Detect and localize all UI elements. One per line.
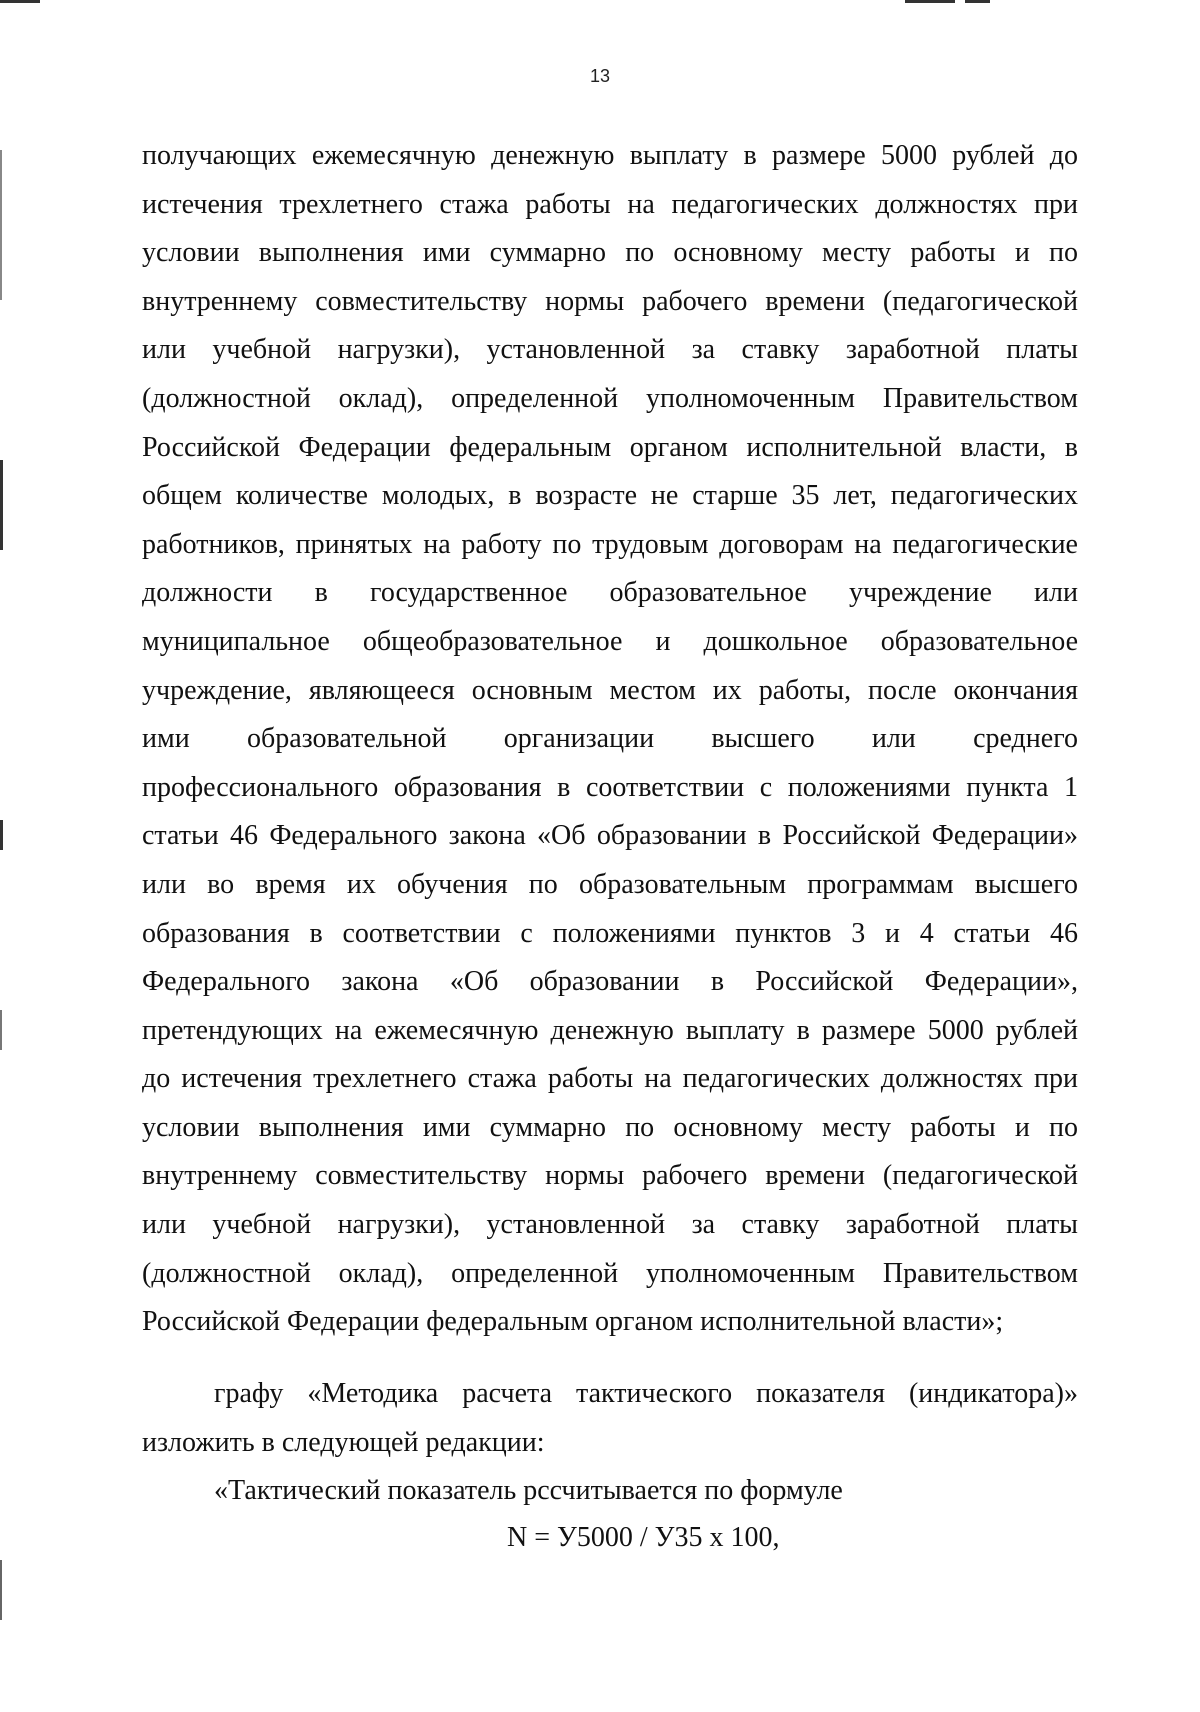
text-line: внутреннему совместительству нормы рабочего времени (педагогической <box>142 1160 1078 1192</box>
scan-artifact-top-left <box>0 0 40 3</box>
text-line: условии выполнения ими суммарно по основному месту работы и по <box>142 1111 1078 1143</box>
text-line: должности в государственное образовательное учреждение или <box>142 577 1078 609</box>
text-line: «Тактический показатель рссчитывается по формуле <box>214 1475 843 1506</box>
text-line: профессионального образования в соответствии с положениями пункта 1 <box>142 771 1078 803</box>
text-line: до истечения трехлетнего стажа работы на педагогических должностях при <box>142 1063 1078 1095</box>
text-line: или учебной нагрузки), установленной за ставку заработной платы <box>142 1209 1078 1241</box>
text-line: условии выполнения ими суммарно по основному месту работы и по <box>142 237 1078 269</box>
scan-artifact-top-right <box>905 0 955 3</box>
formula: N = У5000 / У35 х 100, <box>507 1522 780 1553</box>
text-line: работников, принятых на работу по трудовым договорам на педагогические <box>142 528 1078 560</box>
text-line: Российской Федерации федеральным органом исполнительной власти, в <box>142 431 1078 463</box>
page-number: 13 <box>589 66 611 86</box>
scan-artifact-left-edge <box>0 150 2 300</box>
scan-artifact-left-edge <box>0 1010 2 1050</box>
body-paragraph-1 <box>142 132 1078 1347</box>
text-line: изложить в следующей редакции: <box>142 1426 545 1458</box>
text-line: (должностной оклад), определенной уполномоченным Правительством <box>142 1257 1078 1289</box>
text-line: или учебной нагрузки), установленной за ставку заработной платы <box>142 334 1078 366</box>
text-line: получающих ежемесячную денежную выплату в размере 5000 рублей до <box>142 140 1078 171</box>
text-line: образования в соответствии с положениями пунктов 3 и 4 статьи 46 <box>142 917 1078 949</box>
text-line: муниципальное общеобразовательное и дошкольное образовательное <box>142 625 1078 657</box>
text-line: внутреннему совместительству нормы рабочего времени (педагогической <box>142 285 1078 317</box>
text-line: графу «Методика расчета тактического показателя (индикатора)» <box>214 1378 1078 1409</box>
text-line: истечения трехлетнего стажа работы на педагогических должностях при <box>142 188 1078 220</box>
body-paragraph-2 <box>142 1370 1078 1467</box>
scan-artifact-left-edge <box>0 1560 2 1620</box>
text-line: претендующих на ежемесячную денежную выплату в размере 5000 рублей <box>142 1014 1078 1046</box>
text-line: Федерального закона «Об образовании в Российской Федерации», <box>142 966 1078 998</box>
text-line: или во время их обучения по образовательным программам высшего <box>142 868 1078 900</box>
text-line: (должностной оклад), определенной уполномоченным Правительством <box>142 382 1078 414</box>
scan-artifact-left-edge <box>0 820 3 850</box>
text-line: статьи 46 Федерального закона «Об образовании в Российской Федерации» <box>142 820 1078 852</box>
scan-artifact-top-right-2 <box>965 0 990 3</box>
text-line: Российской Федерации федеральным органом исполнительной власти»; <box>142 1306 1004 1338</box>
text-line: ими образовательной организации высшего или среднего <box>142 723 1078 755</box>
body-paragraph-3 <box>142 1467 1078 1516</box>
text-line: учреждение, являющееся основным местом их работы, после окончания <box>142 674 1078 706</box>
text-line: общем количестве молодых, в возрасте не старше 35 лет, педагогических <box>142 480 1078 512</box>
scan-artifact-left-edge <box>0 460 3 550</box>
